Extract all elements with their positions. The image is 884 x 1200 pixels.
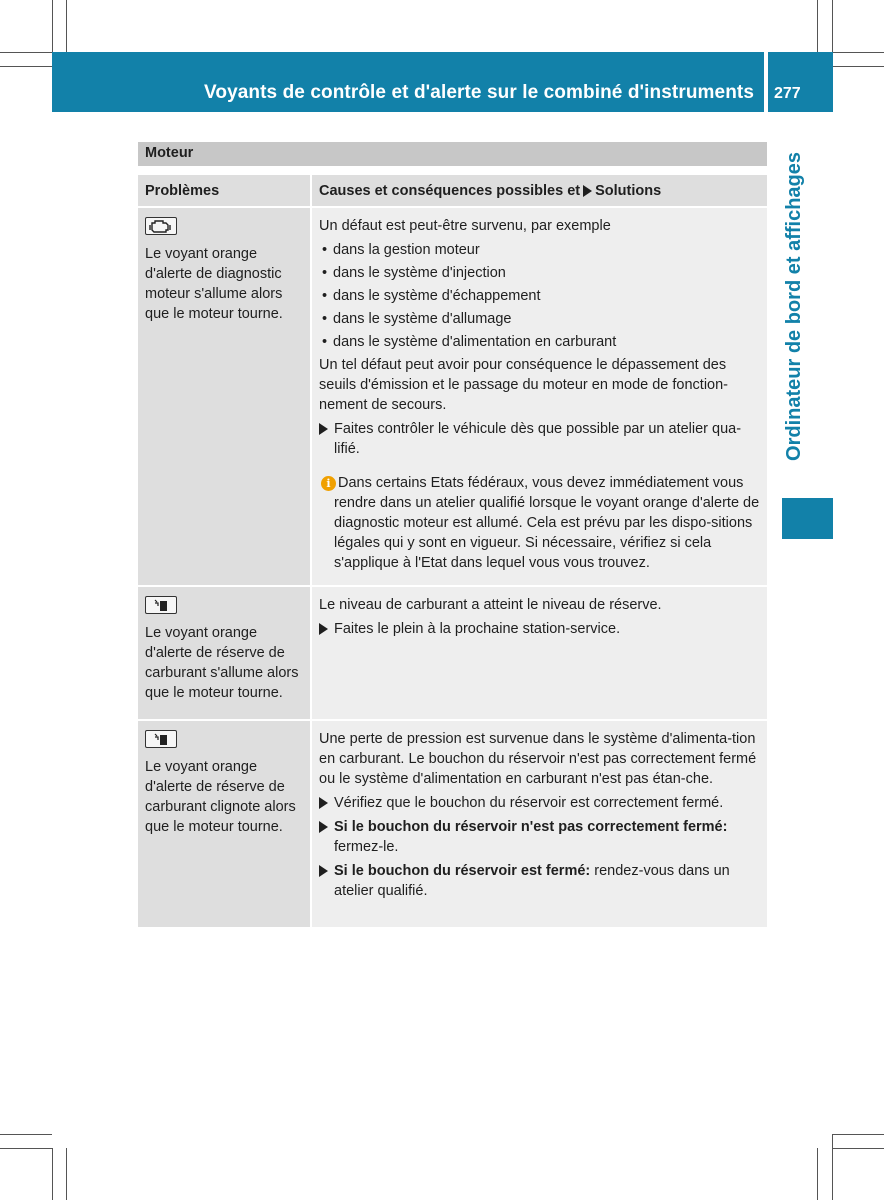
problem-text: Le voyant orange d'alerte de diagnostic moteur s'allume alors que le moteur tourne. (145, 246, 283, 322)
crop-mark (66, 0, 67, 52)
action-text: Faites contrôler le véhicule dès que possible par un atelier qua-lifié. (334, 421, 742, 457)
action-text: Vérifiez que le bouchon du réservoir est correctement fermé. (334, 795, 724, 811)
crop-mark (833, 52, 884, 53)
action-text: fermez-le. (334, 839, 399, 855)
cause-cell (310, 721, 767, 927)
cause-intro: Un défaut est peut-être survenu, par exemple (319, 218, 611, 234)
crop-mark (817, 1148, 818, 1200)
fuel-reserve-icon (145, 730, 177, 748)
list-item: • dans le système d'échappement (319, 286, 761, 306)
crop-mark (66, 1148, 67, 1200)
crop-mark (833, 1148, 884, 1149)
table-row (138, 585, 767, 719)
problem-text: Le voyant orange d'alerte de réserve de carburant clignote alors que le moteur tourne. (145, 759, 296, 835)
problem-cell (138, 208, 310, 585)
page-title: Voyants de contrôle et d'alerte sur le combiné d'instruments (204, 82, 754, 103)
chapter-side-label: Ordinateur de bord et affichages (783, 152, 805, 461)
arrow-right-icon (319, 797, 328, 809)
section-title: Moteur (138, 142, 767, 166)
crop-mark (817, 0, 818, 52)
consequence-text: Un tel défaut peut avoir pour conséquence le dépassement des seuils d'émission et le passage du moteur en mode de fonction-nement de secours. (319, 357, 729, 413)
side-label-wrapper (776, 152, 812, 492)
crop-mark (832, 1134, 833, 1200)
engine-diagnostic-icon (145, 217, 177, 235)
cause-cell (310, 587, 767, 719)
list-item: • dans le système d'alimentation en carburant (319, 332, 761, 352)
problem-text: Le voyant orange d'alerte de réserve de carburant s'allume alors que le moteur tourne. (145, 625, 299, 701)
crop-mark (0, 1134, 52, 1135)
column-header-causes-text: Causes et conséquences possibles et (319, 182, 581, 199)
header-bar (52, 52, 764, 112)
list-item: • dans la gestion moteur (319, 240, 761, 260)
crop-mark (52, 0, 53, 52)
arrow-right-icon (319, 821, 328, 833)
crop-mark (52, 1148, 53, 1200)
page-number: 277 (774, 85, 801, 102)
table-header-row (138, 175, 767, 206)
action-step (319, 419, 761, 459)
action-text: Faites le plein à la prochaine station-service. (334, 621, 621, 637)
arrow-right-icon (319, 623, 328, 635)
fuel-reserve-icon (145, 596, 177, 614)
column-header-solutions-text: Solutions (595, 182, 662, 199)
action-step (319, 619, 761, 639)
list-item: • dans le système d'injection (319, 263, 761, 283)
chapter-tab-marker (782, 498, 833, 539)
crop-mark (832, 0, 833, 52)
info-icon: i (321, 476, 336, 491)
action-condition: Si le bouchon du réservoir n'est pas correctement fermé: (334, 819, 728, 835)
crop-mark (0, 52, 52, 53)
action-step (319, 861, 761, 901)
cause-cell (310, 208, 767, 585)
info-note (319, 473, 761, 573)
column-header-problems: Problèmes (145, 182, 220, 199)
cause-intro: Le niveau de carburant a atteint le niveau de réserve. (319, 597, 662, 613)
action-text: rendez-vous dans un atelier qualifié. (334, 863, 730, 899)
arrow-right-icon (319, 423, 328, 435)
arrow-right-icon (319, 865, 328, 877)
warning-lamps-table (138, 142, 767, 927)
table-row (138, 719, 767, 927)
info-note-text: Dans certains Etats fédéraux, vous devez immédiatement vous rendre dans un atelier qualifié lorsque le voyant orange d'alerte de diagnostic moteur est allumé. Cela est prévu par les dispo-sitions légales qui y sont en vigueur. Si nécessaire, vérifiez si cela s'applique à l'Etat dans lequel vous vous trouvez. (334, 475, 760, 571)
crop-mark (833, 1134, 884, 1135)
crop-mark (0, 1148, 52, 1149)
action-condition: Si le bouchon du réservoir est fermé: (334, 863, 591, 879)
arrow-right-icon (583, 185, 592, 197)
action-step (319, 817, 761, 857)
crop-mark (0, 66, 52, 67)
column-header-causes (310, 175, 767, 206)
list-item: • dans le système d'allumage (319, 309, 761, 329)
crop-mark (833, 66, 884, 67)
action-step (319, 793, 761, 813)
table-row (138, 206, 767, 585)
page-number-box (768, 52, 833, 112)
problem-cell (138, 721, 310, 927)
problem-cell (138, 587, 310, 719)
cause-intro: Une perte de pression est survenue dans le système d'alimenta-tion en carburant. Le bouchon du réservoir n'est pas correctement fermé ou le système d'alimentation en carburant n'est pas étan-che. (319, 731, 757, 787)
